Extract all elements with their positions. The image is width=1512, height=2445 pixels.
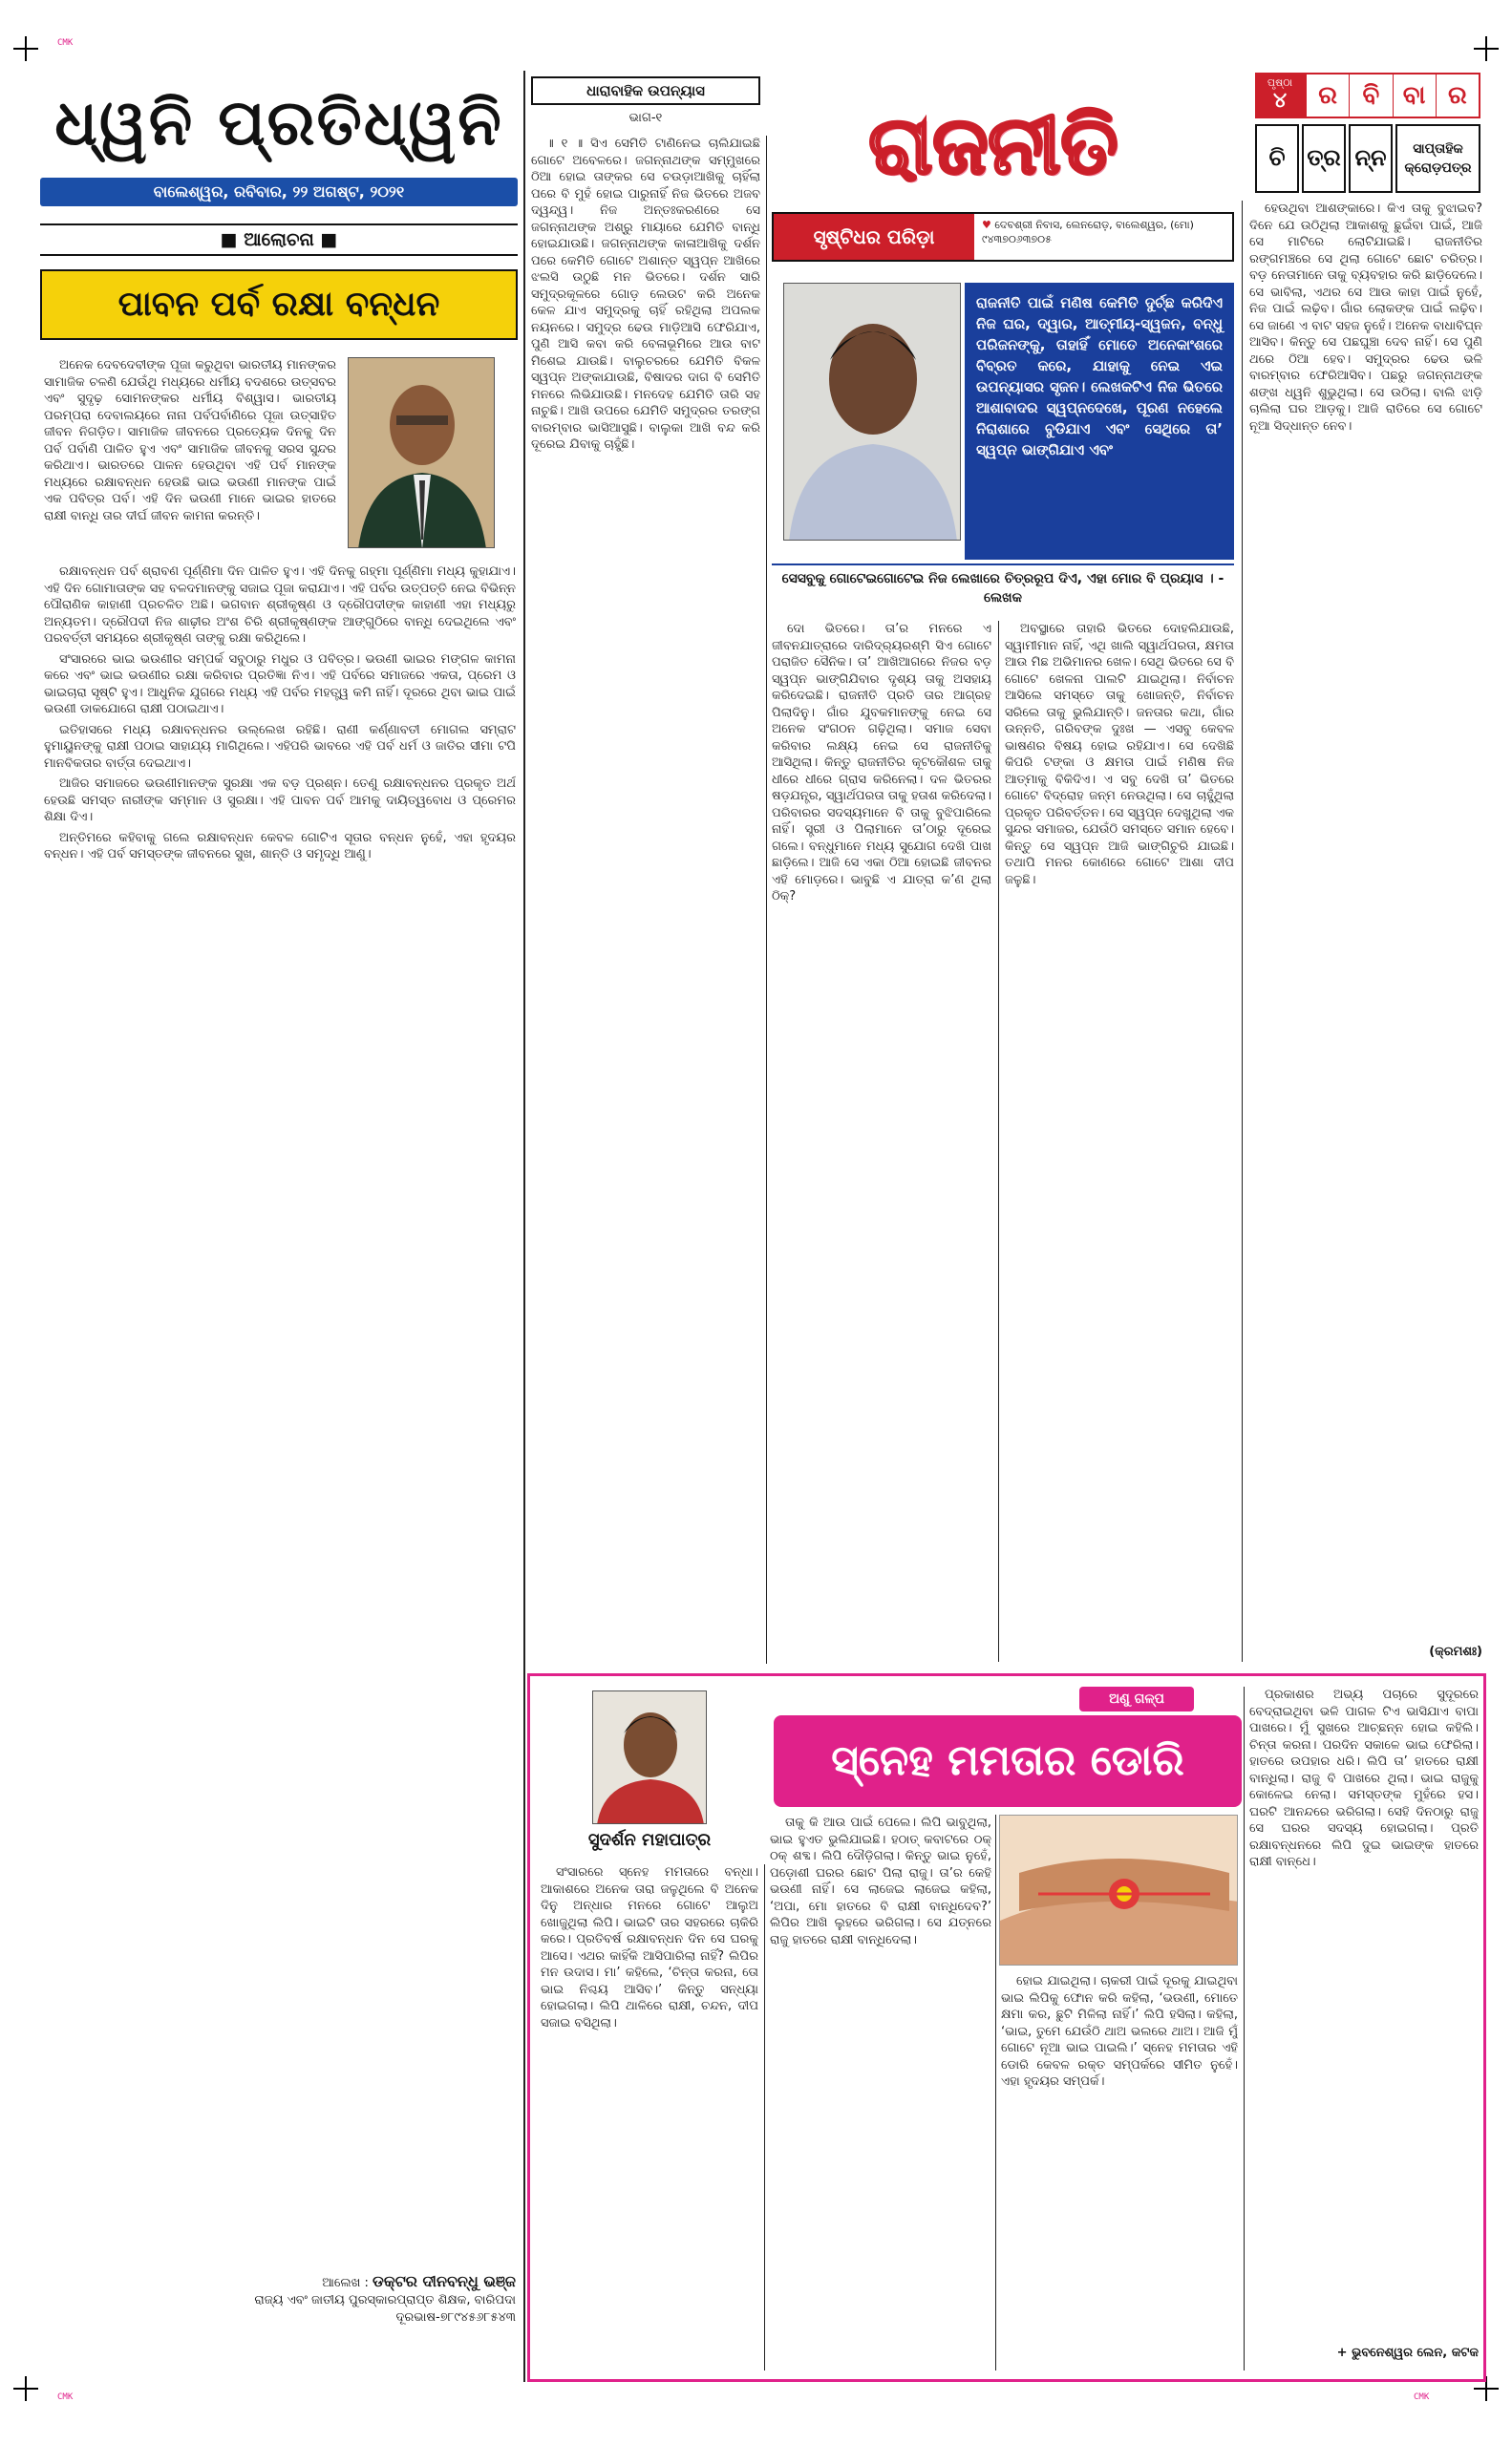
article-paragraph: ଅନେକ ଦେବଦେବୀଙ୍କ ପୂଜା କରୁଥିବା ଭାରତୀୟ ମାନଙ୍କର ସାମାଜିକ ଚଳଣି ଯେଉଁଥି ମଧ୍ୟରେ ଧର୍ମୀୟ ବଦଶରେ ଉତ୍ସବର ଏବଂ ସୁଦୃଢ଼ ସୋମନଙ୍କର ଧର୍ମୀୟ ବିଶ୍ୱାସ। ଭାରତୀୟ ପରମ୍ପରା ଦେବାଲୟରେ ନାନା ପର୍ବପର୍ବାଣିରେ ପୂଜା ଉତ୍ସାହିତ ଜୀବନ ନିଗଡ଼ିତ। ସାମାଜିକ ଜୀବନରେ ପ୍ରତ୍ୟେକ ଦିନକୁ ଦିନ ପର୍ବ ପର୍ବାଣି ପାଳିତ ହୁଏ ଏବଂ ସାମାଜିକ ଜୀବନକୁ ସରସ ସୁନ୍ଦର କରିଥାଏ। ଭାରତରେ ପାଳନ ହେଉଥିବା ଏହି ପର୍ବ ମାନଙ୍କ ମଧ୍ୟରେ ରକ୍ଷାବନ୍ଧନ ହେଉଛି ଭାଇ ଭଉଣୀ ମାନଙ୍କ ପାଇଁ ଏକ ପବିତ୍ର ପର୍ବ। ଏହି ଦିନ ଭଉଣୀ ମାନେ ଭାଇର ହାତରେ ରାକ୍ଷୀ ବାନ୍ଧି ତାର ଦୀର୍ଘ ଜୀବନ କାମନା କରନ୍ତି। — [44, 358, 336, 523]
registration-mark: CMK — [57, 38, 74, 48]
story-col-2 — [770, 1815, 991, 2371]
square-bullet-icon: ■ — [313, 229, 338, 250]
story-col-4 — [1249, 1687, 1479, 2336]
story-signoff: + ଭୁବନେଶ୍ୱର ଲେନ, କଟକ — [1336, 2346, 1479, 2360]
byline-author: ଡକ୍ଟର ଦୀନବନ୍ଧୁ ଭଞ୍ଜ — [373, 2272, 516, 2290]
dateline-text: ବାଲେଶ୍ୱର, ରବିବାର, ୨୨ ଅଗଷ୍ଟ, ୨୦୨୧ — [153, 182, 405, 201]
story-author-photo — [592, 1690, 707, 1824]
registration-mark: CMK — [1414, 2392, 1430, 2402]
serial-author-address: ଦେବଶ୍ରୀ ନିବାସ, ଲେନରୋଡ଼, ବାଲେଶ୍ୱର, (ମୋ) ୯୪୩୭୦୬୩୭୦୫ — [982, 219, 1194, 245]
sub-letter: ଚି — [1255, 124, 1299, 193]
article-paragraph: ସଂସାରରେ ଭାଇ ଭଉଣୀର ସମ୍ପର୍କ ସବୁଠାରୁ ମଧୁର ଓ ପବିତ୍ର। ଭଉଣୀ ଭାଇର ମଙ୍ଗଳ କାମନା କରେ ଏବଂ ଭାଇ ଭଉଣୀର ରକ୍ଷା କରିବାର ପ୍ରତିଜ୍ଞା ନିଏ। ଏହି ପର୍ବରେ ସମାଜରେ ଏକତା, ପ୍ରେମ ଓ ଭାଇଚାରା ସୃଷ୍ଟି ହୁଏ। ଆଧୁନିକ ଯୁଗରେ ମଧ୍ୟ ଏହି ପର୍ବର ମହତ୍ତ୍ୱ କମି ନାହିଁ। ଦୂରରେ ଥିବା ଭାଇ ପାଇଁ ଭଉଣୀ ଡାକଯୋଗେ ରାକ୍ଷୀ ପଠାଇଥାଏ। — [44, 651, 516, 716]
serial-continued: (କ୍ରମଶଃ) — [1429, 1645, 1482, 1659]
serial-banner — [531, 76, 760, 105]
masthead — [40, 71, 518, 176]
serial-author-name: ସୃଷ୍ଟିଧର ପରିଡ଼ା — [774, 214, 974, 260]
article-byline — [220, 2273, 516, 2349]
story-text: ପ୍ରକାଶର ଅଭ୍ୟ ପଚାରେ ସୁଦୂରରେ ବେଦ୍ରାଇଥିବା ଭଳି ପାଗଳ ଟିଏ ଭାସିଯାଏ ବାପା ପାଖରେ। ମୁଁ ସୁଖରେ ଆଚ୍ଛନ୍ନ ହୋଇ କହିଲି। ଚିନ୍ତା କରନା। ପରଦିନ ସକାଳେ ଭାଇ ଫେରିଲା। ହାତରେ ଉପହାର ଧରି। ଲିପି ତା’ ହାତରେ ରାକ୍ଷୀ ବାନ୍ଧିଲା। ରାଜୁ ବି ପାଖରେ ଥିଲା। ଭାଇ ରାଜୁକୁ କୋଳେଇ ନେଲା। ସମସ୍ତଙ୍କ ମୁହଁରେ ହସ। ଘରଟି ଆନନ୍ଦରେ ଭରିଗଲା। ସେହି ଦିନଠାରୁ ରାଜୁ ସେ ଘରର ସଦସ୍ୟ ହୋଇଗଲା। ପ୍ରତି ରକ୍ଷାବନ୍ଧନରେ ଲିପି ଦୁଇ ଭାଇଙ୍କ ହାତରେ ରାକ୍ଷୀ ବାନ୍ଧେ। — [1249, 1688, 1479, 1869]
sub-letter: ନ୍ନ — [1349, 124, 1393, 193]
sub-caption: ସାପ୍ତାହିକ କ୍ରୋଡ଼ପତ୍ର — [1395, 124, 1480, 193]
story-title: ସ୍ନେହ ମମତାର ଡୋରି — [831, 1736, 1184, 1785]
story-col-1 — [541, 1864, 758, 2371]
story-author: ସୁଦର୍ଶନ ମହାପାତ୍ର — [587, 1830, 712, 1850]
story-text: ହୋଇ ଯାଇଥିଲା। ଚାକରୀ ପାଇଁ ଦୂରକୁ ଯାଇଥିବା ଭାଇ ଲିପିକୁ ଫୋନ କରି କହିଲା, ‘ଭଉଣୀ, ମୋତେ କ୍ଷମା କର, ଛୁଟି ମିଳିଲା ନାହିଁ।’ ଲିପି ହସିଲା। କହିଲା, ‘ଭାଇ, ତୁମେ ଯେଉଁଠି ଥାଅ ଭଲରେ ଥାଅ। ଆଜି ମୁଁ ଗୋଟେ ନୂଆ ଭାଇ ପାଇଲି।’ ସ୍ନେହ ମମତାର ଏହି ଡୋରି କେବଳ ରକ୍ତ ସମ୍ପର୍କରେ ସୀମିତ ନୁହେଁ। ଏହା ହୃଦୟର ସମ୍ପର୍କ। — [1001, 1974, 1238, 2089]
serial-title-text: ରାଜନୀତି — [868, 98, 1118, 192]
article-title: ପାବନ ପର୍ବ ରକ୍ଷା ବନ୍ଧନ — [117, 285, 440, 324]
serial-author-strip — [772, 212, 1234, 262]
serial-quote-text: ରାଜନୀତି ପାଇଁ ମଣିଷ କେମିତି ଦୁର୍ଚ୍ଛ କରିଦିଏ ନିଜ ଘର, ଦ୍ୱାର, ଆତ୍ମୀୟ-ସ୍ୱଜନ, ବନ୍ଧୁ ପରିଜନଙ୍କୁ, ତାହାହିଁ ମୋତେ ଅନେକାଂଶରେ ବିବ୍ରତ କରେ, ଯାହାକୁ ନେଇ ଏଇ ଉପନ୍ୟାସର ସୃଜନ। ଲେଖକଟିଏ ନିଜ ଭିତରେ ଆଶାବାଦର ସ୍ୱପ୍ନଦେଖେ, ପୂରଣ ନହେଲେ ନିରାଶାରେ ବୁଡିଯାଏ ଏବଂ ସେଥିରେ ତା’ ସ୍ୱପ୍ନ ଭାଙ୍ଗିଯାଏ ଏବଂ — [976, 294, 1223, 458]
serial-col-4 — [1249, 201, 1482, 1643]
section-label — [40, 223, 518, 256]
byline-label: ଆଲେଖ : — [322, 2276, 369, 2290]
story-tag: ଅଣୁ ଗଳ୍ପ — [1079, 1687, 1194, 1712]
page-number: ୪ — [1272, 89, 1288, 113]
serial-col-1 — [531, 136, 760, 1664]
serial-quote — [965, 283, 1234, 560]
serial-text: ॥ ୧ ॥ ସିଏ ସେମିତି ଟାଣିନେଇ ଚାଲିଯାଇଛି ଗୋଟେ ଅବେଳରେ। ଜଗନ୍ନାଥଙ୍କ ସମ୍ମୁଖରେ ଠିଆ ହୋଇ ତାଙ୍କର ସେ ଚଉଡ଼ାଆଖିକୁ ଚାହିଁଲା ପରେ ବି ମୁହଁ ହୋଇ ପାରୁନାହିଁ ନିଜ ଭିତରେ ଅଜବ ଦ୍ୱନ୍ଦ୍ୱ। ନିଜ ଅନ୍ତଃକରଣରେ ସେ ଜଗନ୍ନାଥଙ୍କ ଅଶ୍ରୁ ମାୟାରେ ଯେମିତି ବାନ୍ଧି ହୋଇଯାଉଛି। ଜଗନ୍ନାଥଙ୍କ କାଳାଆଖିକୁ ଦର୍ଶନ ପରେ କେମିତି ଗୋଟେ ଅଶାନ୍ତ ସ୍ୱପ୍ନ ଆଖିରେ ଝଲସି ଉଠୁଛି ମନ ଭିତରେ। ଦର୍ଶନ ସାରି ସମୁଦ୍ରକୂଳରେ ଗୋଡ଼ ଲେଉଟ କରି ଅନେକ କେଳ ଯାଏ ସମୁଦ୍ରକୁ ଚାହିଁ ରହିଥିଲା ଅପଲକ ନୟନରେ। ସମୁଦ୍ର ଢେଉ ମାଡ଼ିଆସି ଫେରିଯାଏ, ପୁଣି ଆସି କବା କରି ବେଳାଭୂମିରେ ଆଉ ବାଟ ମିଶେଇ ଯାଉଛି। ବାଲୁଚରରେ ଯେମିତି ବିକଳ ସ୍ୱପ୍ନ ଅଙ୍କାଯାଉଛି, ବିଷାଦର ଦାଗ ବି ସେମିତି ମନରେ ଲିଭିଯାଉଛି। ମନଦେହ ଯେମିତି ତାରି ସହ ନାଚୁଛି। ଆଖି ଉପରେ ଯେମିତି ସମୁଦ୍ରର ତରଙ୍ଗ ବାରମ୍ବାର ଭାସିଆସୁଛି। ବାଲୁକା ଆଖି ବନ୍ଦ କରି ଦୂରେଇ ଯିବାକୁ ଚାହୁଁଛି। — [531, 137, 760, 452]
article-body-continued — [44, 563, 516, 2225]
registration-mark: CMK — [57, 2392, 74, 2402]
serial-col-3 — [1005, 621, 1234, 1662]
article-paragraph: ରକ୍ଷାବନ୍ଧନ ପର୍ବ ଶ୍ରାବଣ ପୂର୍ଣ୍ଣିମା ଦିନ ପାଳିତ ହୁଏ। ଏହି ଦିନକୁ ଗହ୍ମା ପୂର୍ଣ୍ଣିମା ମଧ୍ୟ କୁହାଯାଏ। ଏହି ଦିନ ଗୋମାତାଙ୍କ ସହ ବଳଦମାନଙ୍କୁ ସଜାଇ ପୂଜା କରାଯାଏ। ଏହି ପର୍ବର ଉତ୍ପତ୍ତି ନେଇ ବିଭିନ୍ନ ପୌରାଣିକ କାହାଣୀ ପ୍ରଚଳିତ ଅଛି। ଭଗବାନ ଶ୍ରୀକୃଷ୍ଣ ଓ ଦ୍ରୌପଦୀଙ୍କ କାହାଣୀ ଏହା ମଧ୍ୟରୁ ଅନ୍ୟତମ। ଦ୍ରୌପଦୀ ନିଜ ଶାଢ଼ୀର ଅଂଶ ଚିରି ଶ୍ରୀକୃଷ୍ଣଙ୍କ ଆଙ୍ଗୁଠିରେ ବାନ୍ଧି ଦେଇଥିଲେ ଏବଂ ପରବର୍ତ୍ତୀ ସମୟରେ ଶ୍ରୀକୃଷ୍ଣ ତାଙ୍କୁ ରକ୍ଷା କରିଥିଲେ। — [44, 564, 516, 646]
article-title-box — [40, 269, 518, 340]
article-paragraph: ଅନ୍ତିମରେ କହିବାକୁ ଗଲେ ରକ୍ଷାବନ୍ଧନ କେବଳ ଗୋଟିଏ ସୂତାର ବନ୍ଧନ ନୁହେଁ, ଏହା ହୃଦୟର ବନ୍ଧନ। ଏହି ପର୍ବ ସମସ୍ତଙ୍କ ଜୀବନରେ ସୁଖ, ଶାନ୍ତି ଓ ସମୃଦ୍ଧି ଆଣୁ। — [44, 830, 516, 861]
serial-banner-text: ଧାରାବାହିକ ଉପନ୍ୟାସ — [586, 82, 705, 99]
masthead-title: ଧ୍ୱନି ପ୍ରତିଧ୍ୱନି — [54, 86, 503, 159]
serial-author-photo — [783, 283, 961, 541]
page-label: ପୃଷ୍ଠା — [1267, 76, 1293, 89]
serial-quote-footer — [772, 563, 1234, 613]
story-col-3 — [1001, 1973, 1238, 2371]
article-paragraph: ଇତିହାସରେ ମଧ୍ୟ ରକ୍ଷାବନ୍ଧନର ଉଲ୍ଲେଖ ରହିଛି। ରାଣୀ କର୍ଣ୍ଣାବତୀ ମୋଗଲ ସମ୍ରାଟ ହୁମାୟୁନଙ୍କୁ ରାକ୍ଷୀ ପଠାଇ ସାହାଯ୍ୟ ମାଗିଥିଲେ। ଏହିପରି ଭାବରେ ଏହି ପର୍ବ ଧର୍ମ ଓ ଜାତିର ସୀମା ଟପି ମାନବିକତାର ବାର୍ତ୍ତା ଦେଇଥାଏ। — [44, 722, 516, 771]
story-text: ତାକୁ କି ଆଉ ପାଇଁ ପେଲେ। ଲିପି ଭାବୁଥିଲା, ଭାଇ ହୁଏତ ଭୁଲିଯାଇଛି। ହଠାତ୍ କବାଟରେ ଠକ୍ ଠକ୍ ଶବ୍ଦ। ଲିପି ଦୌଡ଼ିଗଲା। କିନ୍ତୁ ଭାଇ ନୁହେଁ, ପଡ଼ୋଶୀ ଘରର ଛୋଟ ପିଲା ରାଜୁ। ତା’ର କେହି ଭଉଣୀ ନାହିଁ। ସେ ଲାଜେଇ ଲାଜେଇ କହିଲା, ‘ଅପା, ମୋ ହାତରେ ବି ରାକ୍ଷୀ ବାନ୍ଧିଦେବ?’ ଲିପିର ଆଖି ଲୁହରେ ଭରିଗଲା। ସେ ଯତ୍ନରେ ରାଜୁ ହାତରେ ରାକ୍ଷୀ ବାନ୍ଧିଦେଲା। — [770, 1816, 991, 1947]
day-letter: ର — [1307, 74, 1350, 117]
serial-part: ଭାଗ-୧ — [628, 111, 663, 125]
page-box — [1255, 73, 1480, 191]
story-text: ସଂସାରରେ ସ୍ନେହ ମମତାରେ ବନ୍ଧା। ଆକାଶରେ ଅନେକ ତାରା ଜଳୁଥିଲେ ବି ଅନେକ ଦିନୁ ଅନ୍ଧାର ମନରେ ଗୋଟେ ଆଲୁଅ ଖୋଜୁଥିଲା ଲିପି। ଭାଇଟି ତାର ସହରରେ ଚାକିରି କରେ। ପ୍ରତିବର୍ଷ ରକ୍ଷାବନ୍ଧନ ଦିନ ସେ ଘରକୁ ଆସେ। ଏଥର କାହିଁକି ଆସିପାରିଲା ନାହିଁ? ଲିପିର ମନ ଉଦାସ। ମା’ କହିଲେ, ‘ଚିନ୍ତା କରନା, ତୋ ଭାଇ ନିଶ୍ଚୟ ଆସିବ।’ କିନ୍ତୁ ସନ୍ଧ୍ୟା ହୋଇଗଲା। ଲିପି ଥାଳିରେ ରାକ୍ଷୀ, ଚନ୍ଦନ, ଦୀପ ସଜାଇ ବସିଥିଲା। — [541, 1865, 758, 2030]
article-paragraph: ଆଜିର ସମାଜରେ ଭଉଣୀମାନଙ୍କ ସୁରକ୍ଷା ଏକ ବଡ଼ ପ୍ରଶ୍ନ। ତେଣୁ ରକ୍ଷାବନ୍ଧନର ପ୍ରକୃତ ଅର୍ଥ ହେଉଛି ସମସ୍ତ ନାରୀଙ୍କ ସମ୍ମାନ ଓ ସୁରକ୍ଷା। ଏହି ପାବନ ପର୍ବ ଆମକୁ ଦାୟିତ୍ୱବୋଧ ଓ ପ୍ରେମର ଶିକ୍ଷା ଦିଏ। — [44, 776, 516, 824]
author-photo — [348, 357, 495, 548]
story-title-box — [774, 1715, 1242, 1807]
serial-text: ହେଉଥିବା ଆଶଙ୍କାରେ। କିଏ ତାକୁ ବୁଝାଇବ? ଦିନେ ଯେ ଉଠିଥିଲା ଆକାଶକୁ ଛୁଇଁବା ପାଇଁ, ଆଜି ସେ ମାଟିରେ ଲୋଟିଯାଇଛି। ରାଜନୀତିର ରଙ୍ଗମଞ୍ଚରେ ସେ ଥିଲା ଗୋଟେ ଛୋଟ ଚରିତ୍ର। ବଡ଼ ନେତାମାନେ ତାକୁ ବ୍ୟବହାର କରି ଛାଡ଼ିଦେଲେ। ସେ ଭାବିଲା, ଏଥର ସେ ଆଉ କାହା ପାଇଁ ନୁହେଁ, ନିଜ ପାଇଁ ଲଢ଼ିବ। ଗାଁର ଲୋକଙ୍କ ପାଇଁ ଲଢ଼ିବ। ସେ ଜାଣେ ଏ ବାଟ ସହଜ ନୁହେଁ। ଅନେକ ବାଧାବିଘ୍ନ ଆସିବ। କିନ୍ତୁ ସେ ପଛଘୁଞ୍ଚା ଦେବ ନାହିଁ। ସେ ପୁଣି ଥରେ ଠିଆ ହେବ। ସମୁଦ୍ରର ଢେଉ ଭଳି ବାରମ୍ବାର ଫେରିଆସିବ। ପଛରୁ ଜଗନ୍ନାଥଙ୍କ ଶଙ୍ଖ ଧ୍ୱନି ଶୁଭୁଥିଲା। ସେ ଉଠିଲା। ବାଲି ଝାଡ଼ି ଚାଲିଲା ଘର ଆଡ଼କୁ। ଆଜି ରାତିରେ ସେ ଗୋଟେ ନୂଆ ସିଦ୍ଧାନ୍ତ ନେବ। — [1249, 202, 1482, 434]
sub-letter: ତ୍ର — [1302, 124, 1346, 193]
serial-col-2 — [772, 621, 991, 1662]
day-letter: ବି — [1350, 74, 1393, 117]
day-letter: ର — [1448, 81, 1467, 110]
story-image — [999, 1815, 1238, 1966]
square-bullet-icon: ■ — [220, 229, 245, 250]
serial-text: ଦୋ ଭିତରେ। ତା’ର ମନରେ ଏ ଜୀବନଯାତ୍ରାରେ ଦାରିଦ୍ର୍ୟରଶ୍ମି ସିଏ ଗୋଟେ ପରାଜିତ ସୈନିକ। ତା’ ଆଖିଆଗରେ ନିଜର ବଡ଼ ସ୍ୱପ୍ନ ଭାଙ୍ଗିଯିବାର ଦୃଶ୍ୟ ତାକୁ ଅସହାୟ କରିଦେଇଛି। ରାଜନୀତି ପ୍ରତି ତାର ଆଗ୍ରହ ପିଲାଦିନୁ। ଗାଁର ଯୁବକମାନଙ୍କୁ ନେଇ ସେ ଅନେକ ସଂଗଠନ ଗଢ଼ିଥିଲା। ସମାଜ ସେବା କରିବାର ଲକ୍ଷ୍ୟ ନେଇ ସେ ରାଜନୀତିକୁ ଆସିଥିଲା। କିନ୍ତୁ ରାଜନୀତିର କୂଟକୌଶଳ ତାକୁ ଧୀରେ ଧୀରେ ଗ୍ରାସ କରିନେଲା। ଦଳ ଭିତରର ଷଡ଼ଯନ୍ତ୍ର, ସ୍ୱାର୍ଥପରତା ତାକୁ ହତାଶ କରିଦେଲା। ପରିବାରର ସଦସ୍ୟମାନେ ବି ତାକୁ ବୁଝିପାରିଲେ ନାହିଁ। ସ୍ତ୍ରୀ ଓ ପିଲାମାନେ ତା’ଠାରୁ ଦୂରେଇ ଗଲେ। ବନ୍ଧୁମାନେ ମଧ୍ୟ ସୁଯୋଗ ଦେଖି ପାଖ ଛାଡ଼ିଲେ। ଆଜି ସେ ଏକା ଠିଆ ହୋଇଛି ଜୀବନର ଏହି ମୋଡ଼ରେ। ଭାବୁଛି ଏ ଯାତ୍ରା କ’ଣ ଥିଲା ଠିକ୍? — [772, 622, 991, 904]
serial-title — [774, 84, 1213, 206]
serial-quote-footer-text: ସେସବୁକୁ ଗୋଟେଇଗୋଟେଇ ନିଜ ଲେଖାରେ ଚିତ୍ରରୂପ ଦିଏ, ଏହା ମୋର ବି ପ୍ରୟାସ । - ଲେଖକ — [781, 571, 1225, 606]
dateline — [40, 178, 518, 206]
section-label-text: ଆଲୋଚନା — [244, 229, 314, 250]
day-letter: ବା — [1394, 74, 1437, 117]
article-body — [44, 357, 336, 558]
byline-phone: ଦୂରଭାଷ-୭୮୯୪୫୬୮୫୪୩ — [395, 2310, 516, 2325]
serial-text: ଅବସ୍ଥାରେ ତାହାରି ଭିତରେ ଦୋହଲିଯାଉଛି, ସ୍ୱାମୀମାନ ନାହିଁ, ଏଥି ଖାଲି ସ୍ୱାର୍ଥପରତା, କ୍ଷମତା ଆଉ ମିଛ ଅଭିମାନର ଖେଳ। ସେଥି ଭିତରେ ସେ ବି ଗୋଟେ ଖେଳନା ପାଲଟି ଯାଇଥିଲା। ନିର୍ବାଚନ ଆସିଲେ ସମସ୍ତେ ତାକୁ ଖୋଜନ୍ତି, ନିର୍ବାଚନ ସରିଲେ ତାକୁ ଭୁଲିଯାନ୍ତି। ଜନତାର କଥା, ଗାଁର ଉନ୍ନତି, ଗରିବଙ୍କ ଦୁଃଖ — ଏସବୁ କେବଳ ଭାଷଣର ବିଷୟ ହୋଇ ରହିଯାଏ। ସେ ଦେଖିଛି କିପରି ଟଙ୍କା ଓ କ୍ଷମତା ପାଇଁ ମଣିଷ ନିଜ ଆତ୍ମାକୁ ବିକିଦିଏ। ଏ ସବୁ ଦେଖି ତା’ ଭିତରେ ଗୋଟେ ବିଦ୍ରୋହ ଜନ୍ମ ନେଉଥିଲା। ସେ ଚାହୁଁଥିଲା ପ୍ରକୃତ ପରିବର୍ତ୍ତନ। ସେ ସ୍ୱପ୍ନ ଦେଖୁଥିଲା ଏକ ସୁନ୍ଦର ସମାଜର, ଯେଉଁଠି ସମସ୍ତେ ସମାନ ହେବେ। କିନ୍ତୁ ସେ ସ୍ୱପ୍ନ ଆଜି ଭାଙ୍ଗିଚୁରି ଯାଇଛି। ତଥାପି ମନର କୋଣରେ ଗୋଟେ ଆଶା ଦୀପ ଜଳୁଛି। — [1005, 622, 1234, 887]
heart-icon: ♥ — [982, 219, 995, 231]
byline-address: ରାଜ୍ୟ ଏବଂ ଜାତୀୟ ପୁରସ୍କାରପ୍ରାପ୍ତ ଶିକ୍ଷକ, ବାରିପଦା — [254, 2293, 516, 2307]
